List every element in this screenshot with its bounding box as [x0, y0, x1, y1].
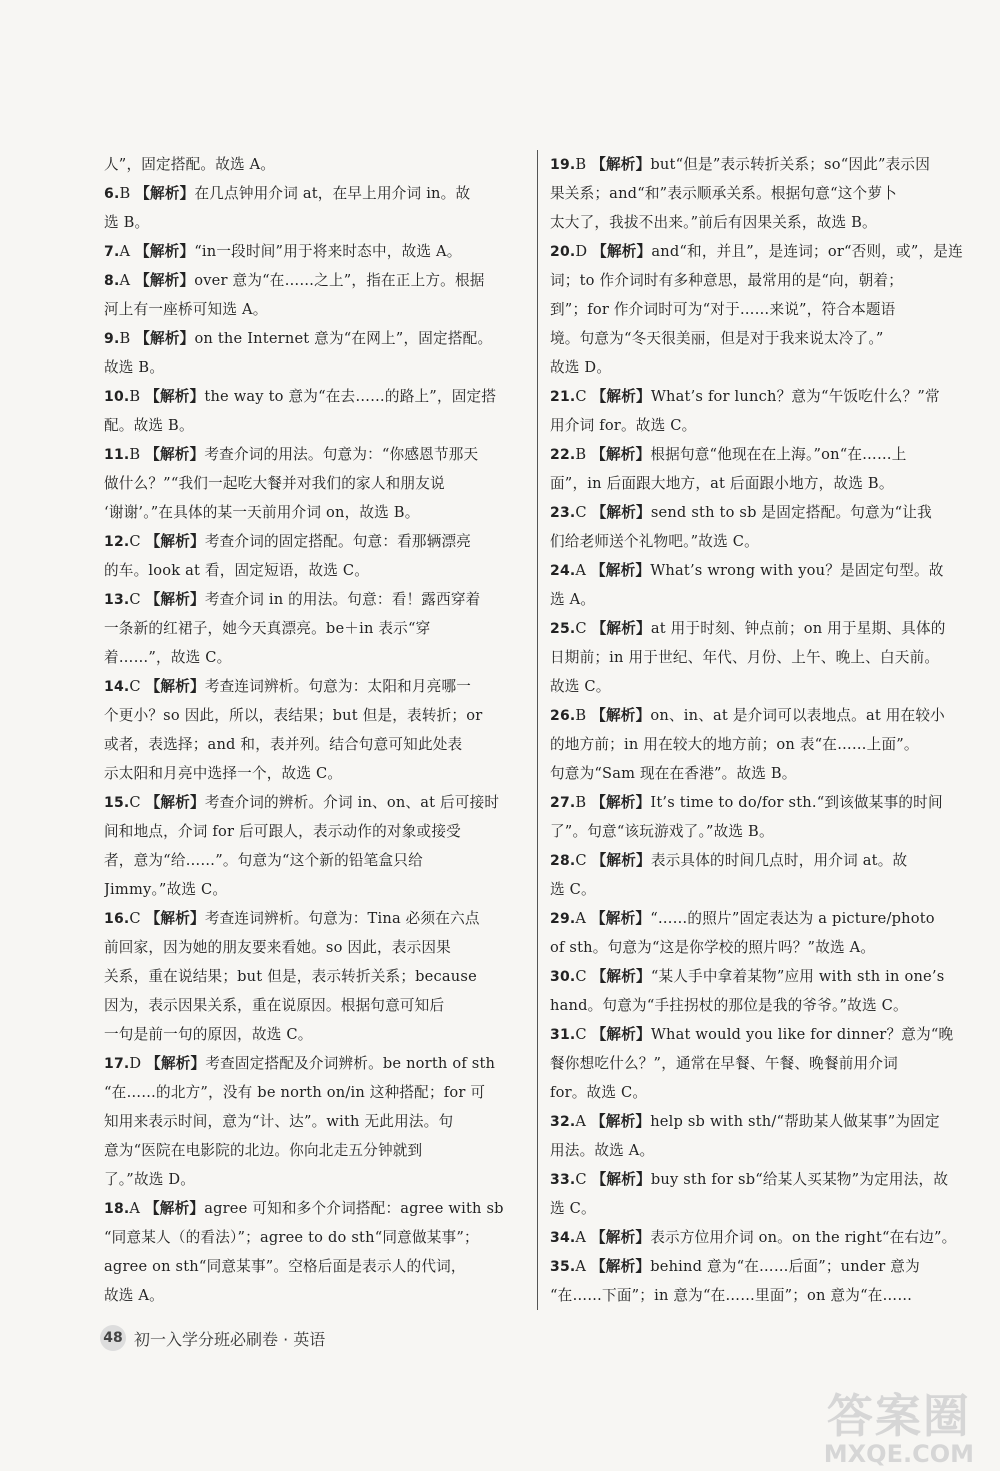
answer-text: 选 C。: [550, 1200, 596, 1217]
answer-letter: D: [129, 1055, 142, 1072]
answer-line: [550, 933, 976, 962]
answer-letter: C: [129, 591, 141, 608]
answer-line: [104, 730, 524, 759]
answer-line: [550, 1223, 976, 1252]
column-divider: [537, 150, 538, 1310]
answer-line: [550, 1165, 976, 1194]
answer-line: [550, 1078, 976, 1107]
answer-line: [104, 817, 524, 846]
answer-line: [550, 353, 976, 382]
answer-line: [104, 1252, 524, 1281]
question-number: 18.: [104, 1201, 130, 1217]
question-number: 35.: [550, 1259, 576, 1275]
answer-text: 表示具体的时间几点时，用介词 at。故: [650, 852, 908, 869]
answer-line: [104, 1223, 524, 1252]
answer-letter: A: [119, 272, 131, 289]
answer-text: 意为“医院在电影院的北边。你向北走五分钟就到: [104, 1142, 423, 1159]
answer-line: [550, 498, 976, 527]
answer-letter: B: [129, 388, 141, 405]
answer-line: [550, 179, 976, 208]
answer-line: [104, 904, 524, 933]
answer-text: hand。句意为“手拄拐杖的那位是我的爷爷。”故选 C。: [550, 997, 908, 1014]
answer-text: help sb with sth/“帮助某人做某事”为固定: [650, 1113, 940, 1130]
answer-letter: B: [575, 707, 587, 724]
answer-line: [104, 991, 524, 1020]
question-number: 30.: [550, 969, 576, 985]
analysis-tag: 【解析】: [591, 1171, 651, 1188]
answer-line: [550, 614, 976, 643]
answer-letter: A: [119, 243, 131, 260]
answer-letter: C: [575, 1026, 587, 1043]
answer-line: [104, 672, 524, 701]
analysis-tag: 【解析】: [591, 1258, 651, 1275]
answer-text: 考查介词的用法。句意为：“你感恩节那天: [204, 446, 479, 463]
answer-line: [550, 237, 976, 266]
watermark-url: MXQE.COM: [823, 1440, 974, 1468]
answer-text: 河上有一座桥可知选 A。: [104, 301, 268, 318]
answer-text: on the Internet 意为“在网上”，固定搭配。: [194, 330, 493, 347]
answer-letter: C: [575, 504, 587, 521]
question-number: 8.: [104, 273, 120, 289]
answer-line: [550, 788, 976, 817]
watermark: [824, 1380, 974, 1468]
answer-text: 果关系；and“和”表示顺承关系。根据句意“这个萝卜: [550, 185, 897, 202]
answer-text: 们给老师送个礼物吧。”故选 C。: [550, 533, 759, 550]
answer-text: 故选 A。: [104, 1287, 164, 1304]
answer-text: 面”，in 后面跟大地方，at 后面跟小地方，故选 B。: [550, 475, 894, 492]
question-number: 7.: [104, 244, 120, 260]
answer-line: [550, 382, 976, 411]
analysis-tag: 【解析】: [591, 1026, 651, 1043]
answer-text: What’s for lunch？意为“午饭吃什么？”常: [650, 388, 940, 405]
question-number: 34.: [550, 1230, 576, 1246]
question-number: 13.: [104, 592, 130, 608]
answer-line: [550, 556, 976, 585]
answer-text: 关系，重在说结果；but 但是，表示转折关系；because: [104, 968, 477, 985]
answer-text: 了”。句意“该玩游戏了。”故选 B。: [550, 823, 774, 840]
analysis-tag: 【解析】: [145, 533, 205, 550]
answer-line: [104, 179, 524, 208]
answer-text: 太大了，我拔不出来。”前后有因果关系，故选 B。: [550, 214, 877, 231]
answer-letter: C: [575, 388, 587, 405]
analysis-tag: 【解析】: [591, 504, 651, 521]
question-number: 16.: [104, 911, 130, 927]
right-column: [550, 150, 976, 1310]
analysis-tag: 【解析】: [145, 794, 205, 811]
answer-text: 着……”，故选 C。: [104, 649, 232, 666]
answer-text: 在几点钟用介词 at，在早上用介词 in。故: [194, 185, 471, 202]
answer-text: 考查介词的固定搭配。句意：看那辆漂亮: [204, 533, 472, 550]
question-number: 11.: [104, 447, 130, 463]
answer-line: [550, 324, 976, 353]
answer-text: 的车。look at 看，固定短语，故选 C。: [104, 562, 370, 579]
answer-line: [104, 208, 524, 237]
answer-text: 一句是前一句的原因，故选 C。: [104, 1026, 313, 1043]
answer-text: 境。句意为“冬天很美丽，但是对于我来说太冷了。”: [550, 330, 884, 347]
answer-line: [550, 672, 976, 701]
answer-text: It’s time to do/for sth.“到该做某事的时间: [650, 794, 943, 811]
answer-text: 人”，固定搭配。故选 A。: [104, 156, 276, 173]
answer-line: [104, 498, 524, 527]
analysis-tag: 【解析】: [145, 910, 205, 927]
answer-line: [104, 266, 524, 295]
question-number: 28.: [550, 853, 576, 869]
answer-letter: B: [575, 156, 587, 173]
answer-line: [104, 701, 524, 730]
question-number: 10.: [104, 389, 130, 405]
answer-line: [550, 440, 976, 469]
answer-text: “同意某人（的看法）”；agree to do sth“同意做某事”；: [104, 1229, 479, 1246]
answer-text: and“和，并且”，是连词；or“否则，或”，是连: [651, 243, 963, 260]
answer-line: [104, 788, 524, 817]
answer-text: 因为，表示因果关系，重在说原因。根据句意可知后: [104, 997, 445, 1014]
answer-line: [104, 933, 524, 962]
answer-line: [550, 150, 976, 179]
answer-text: “某人手中拿着某物”应用 with sth in one’s: [650, 968, 945, 985]
answer-line: [104, 411, 524, 440]
analysis-tag: 【解析】: [592, 243, 652, 260]
answer-text: ‘谢谢’。”在具体的某一天前用介词 on，故选 B。: [104, 504, 420, 521]
answer-text: 个更小？so 因此，所以，表结果；but 但是，表转折；or: [104, 707, 483, 724]
answer-letter: B: [119, 330, 131, 347]
question-number: 29.: [550, 911, 576, 927]
answer-line: [550, 701, 976, 730]
question-number: 26.: [550, 708, 576, 724]
answer-text: 考查固定搭配及介词辨析。be north of sth: [205, 1055, 496, 1072]
answer-line: [104, 875, 524, 904]
answer-letter: A: [575, 562, 587, 579]
answer-text: behind 意为“在……后面”；under 意为: [650, 1258, 920, 1275]
answer-text: 做什么？”“我们一起吃大餐并对我们的家人和朋友说: [104, 475, 445, 492]
answer-line: [550, 1194, 976, 1223]
answer-letter: B: [575, 446, 587, 463]
answer-text: 的地方前；in 用在较大的地方前；on 表“在……上面”。: [550, 736, 919, 753]
answer-text: but“但是”表示转折关系；so“因此”表示因: [650, 156, 931, 173]
analysis-tag: 【解析】: [591, 1113, 651, 1130]
answer-text: send sth to sb 是固定搭配。句意为“让我: [650, 504, 932, 521]
analysis-tag: 【解析】: [591, 968, 651, 985]
answer-letter: C: [575, 968, 587, 985]
answer-line: [104, 527, 524, 556]
answer-line: [550, 1281, 976, 1310]
analysis-tag: 【解析】: [145, 678, 205, 695]
answer-text: for。故选 C。: [550, 1084, 648, 1101]
answer-text: 用介词 for。故选 C。: [550, 417, 697, 434]
answer-line: [104, 1281, 524, 1310]
answer-text: over 意为“在……之上”，指在正上方。根据: [194, 272, 485, 289]
answer-line: [550, 643, 976, 672]
book-title: 初一入学分班必刷卷 · 英语: [134, 1329, 326, 1349]
analysis-tag: 【解析】: [591, 156, 651, 173]
question-number: 32.: [550, 1114, 576, 1130]
answer-line: [550, 1252, 976, 1281]
answer-letter: B: [575, 794, 587, 811]
answer-line: [104, 962, 524, 991]
question-number: 25.: [550, 621, 576, 637]
answer-letter: A: [129, 1200, 141, 1217]
answer-text: 考查介词的辨析。介词 in、on、at 后可接时: [204, 794, 500, 811]
analysis-tag: 【解析】: [146, 1055, 206, 1072]
answer-line: [104, 1020, 524, 1049]
answer-text: What’s wrong with you？是固定句型。故: [650, 562, 944, 579]
analysis-tag: 【解析】: [135, 185, 195, 202]
answer-text: 知用来表示时间，意为“计、达”。with 无此用法。句: [104, 1113, 454, 1130]
answer-letter: A: [575, 1258, 587, 1275]
analysis-tag: 【解析】: [145, 388, 205, 405]
answer-line: [104, 469, 524, 498]
answer-text: the way to 意为“在去……的路上”，固定搭: [204, 388, 497, 405]
answer-line: [550, 991, 976, 1020]
answer-line: [104, 585, 524, 614]
question-number: 17.: [104, 1056, 130, 1072]
answer-line: [104, 643, 524, 672]
question-number: 31.: [550, 1027, 576, 1043]
question-number: 6.: [104, 186, 120, 202]
answer-text: 间和地点，介词 for 后可跟人，表示动作的对象或接受: [104, 823, 461, 840]
answer-line: [104, 1049, 524, 1078]
answer-line: [550, 208, 976, 237]
question-number: 20.: [550, 244, 576, 260]
answer-text: of sth。句意为“这是你学校的照片吗？”故选 A。: [550, 939, 876, 956]
answer-text: agree on sth“同意某事”。空格后面是表示人的代词，: [104, 1258, 466, 1275]
answer-text: 了。”故选 D。: [104, 1171, 196, 1188]
analysis-tag: 【解析】: [591, 562, 651, 579]
answer-text: 故选 B。: [104, 359, 165, 376]
answer-text: 配。故选 B。: [104, 417, 194, 434]
answer-line: [104, 440, 524, 469]
analysis-tag: 【解析】: [591, 910, 651, 927]
answer-text: 一条新的红裙子，她今天真漂亮。be＋in 表示“穿: [104, 620, 431, 637]
answer-line: [550, 527, 976, 556]
answer-text: “在……下面”；in 意为“在……里面”；on 意为“在……: [550, 1287, 913, 1304]
answer-line: [104, 846, 524, 875]
answer-text: buy sth for sb“给某人买某物”为定用法，故: [650, 1171, 949, 1188]
answer-line: [104, 1194, 524, 1223]
answer-letter: B: [119, 185, 131, 202]
answer-line: [104, 1078, 524, 1107]
answer-line: [550, 585, 976, 614]
answer-text: “in一段时间”用于将来时态中，故选 A。: [194, 243, 462, 260]
answer-line: [104, 759, 524, 788]
answer-text: 故选 C。: [550, 678, 611, 695]
answer-line: [550, 817, 976, 846]
answer-line: [104, 1107, 524, 1136]
answer-line: [550, 846, 976, 875]
question-number: 15.: [104, 795, 130, 811]
answer-line: [550, 295, 976, 324]
answer-text: 前回家，因为她的朋友要来看她。so 因此，表示因果: [104, 939, 451, 956]
question-number: 33.: [550, 1172, 576, 1188]
watermark-logo: 答案圈: [826, 1389, 971, 1443]
question-number: 22.: [550, 447, 576, 463]
question-number: 24.: [550, 563, 576, 579]
answer-text: 选 C。: [550, 881, 596, 898]
answer-text: 表示方位用介词 on。on the right“在右边”。: [650, 1229, 957, 1246]
answer-line: [550, 1136, 976, 1165]
analysis-tag: 【解析】: [591, 620, 651, 637]
answer-line: [104, 295, 524, 324]
analysis-tag: 【解析】: [591, 707, 651, 724]
answer-line: [550, 875, 976, 904]
answer-text: What would you like for dinner？意为“晚: [650, 1026, 954, 1043]
analysis-tag: 【解析】: [145, 591, 205, 608]
answer-text: 到”；for 作介词时可为“对于……来说”，符合本题语: [550, 301, 896, 318]
answer-line: [104, 353, 524, 382]
answer-line: [550, 1049, 976, 1078]
answer-text: “……的照片”固定表达为 a picture/photo: [650, 910, 935, 927]
answer-letter: C: [129, 533, 141, 550]
answer-line: [550, 1020, 976, 1049]
answer-text: “在……的北方”，没有 be north on/in 这种搭配；for 可: [104, 1084, 486, 1101]
question-number: 21.: [550, 389, 576, 405]
answer-line: [550, 411, 976, 440]
answer-text: 示太阳和月亮中选择一个，故选 C。: [104, 765, 343, 782]
answer-text: 用法。故选 A。: [550, 1142, 655, 1159]
answer-letter: A: [575, 910, 587, 927]
answer-line: [104, 237, 524, 266]
analysis-tag: 【解析】: [591, 794, 651, 811]
question-number: 27.: [550, 795, 576, 811]
answer-letter: A: [575, 1113, 587, 1130]
question-number: 23.: [550, 505, 576, 521]
answer-letter: C: [575, 852, 587, 869]
answer-line: [550, 759, 976, 788]
question-number: 14.: [104, 679, 130, 695]
analysis-tag: 【解析】: [135, 330, 195, 347]
answer-text: 词；to 作介词时有多种意思，最常用的是“向，朝着；: [550, 272, 904, 289]
answer-line: [104, 324, 524, 353]
answer-letter: C: [129, 794, 141, 811]
answer-line: [550, 962, 976, 991]
answer-line: [104, 150, 524, 179]
answer-text: 故选 D。: [550, 359, 612, 376]
page-footer: [100, 1325, 325, 1351]
answer-text: 选 A。: [550, 591, 596, 608]
answer-text: agree 可知和多个介词搭配：agree with sb: [204, 1200, 504, 1217]
answer-text: 或者，表选择；and 和，表并列。结合句意可知此处表: [104, 736, 463, 753]
answer-letter: C: [575, 620, 587, 637]
answer-line: [104, 1165, 524, 1194]
analysis-tag: 【解析】: [145, 1200, 205, 1217]
answer-text: 根据句意“他现在在上海。”on“在……上: [650, 446, 907, 463]
answer-letter: C: [575, 1171, 587, 1188]
answer-text: 考查连词辨析。句意为：Tina 必须在六点: [204, 910, 480, 927]
question-number: 9.: [104, 331, 120, 347]
analysis-tag: 【解析】: [135, 272, 195, 289]
analysis-tag: 【解析】: [591, 852, 651, 869]
answer-text: at 用于时刻、钟点前；on 用于星期、具体的: [650, 620, 946, 637]
answer-letter: C: [129, 678, 141, 695]
analysis-tag: 【解析】: [135, 243, 195, 260]
question-number: 12.: [104, 534, 130, 550]
page-number: 48: [100, 1325, 126, 1351]
answer-text: 考查连词辨析。句意为：太阳和月亮哪一: [204, 678, 472, 695]
answer-text: 者，意为“给……”。句意为“这个新的铅笔盒只给: [104, 852, 423, 869]
answer-line: [550, 1107, 976, 1136]
answer-line: [104, 382, 524, 411]
analysis-tag: 【解析】: [145, 446, 205, 463]
answer-letter: B: [129, 446, 141, 463]
answer-letter: A: [575, 1229, 587, 1246]
analysis-tag: 【解析】: [591, 1229, 651, 1246]
analysis-tag: 【解析】: [591, 446, 651, 463]
answer-letter: C: [129, 910, 141, 927]
answer-text: 日期前；in 用于世纪、年代、月份、上午、晚上、白天前。: [550, 649, 940, 666]
answer-text: 选 B。: [104, 214, 150, 231]
analysis-tag: 【解析】: [591, 388, 651, 405]
left-column: [104, 150, 524, 1310]
answer-line: [104, 1136, 524, 1165]
answer-line: [550, 730, 976, 759]
answer-text: Jimmy。”故选 C。: [104, 881, 228, 898]
answer-letter: D: [575, 243, 588, 260]
answer-text: 餐你想吃什么？”，通常在早餐、午餐、晚餐前用介词: [550, 1055, 898, 1072]
answer-line: [550, 469, 976, 498]
answer-line: [104, 614, 524, 643]
answer-text: on、in、at 是介词可以表地点。at 用在较小: [650, 707, 945, 724]
answer-line: [104, 556, 524, 585]
question-number: 19.: [550, 157, 576, 173]
answer-line: [550, 266, 976, 295]
answer-text: 考查介词 in 的用法。句意：看！露西穿着: [204, 591, 481, 608]
answer-text: 句意为“Sam 现在在香港”。故选 B。: [550, 765, 797, 782]
answer-line: [550, 904, 976, 933]
